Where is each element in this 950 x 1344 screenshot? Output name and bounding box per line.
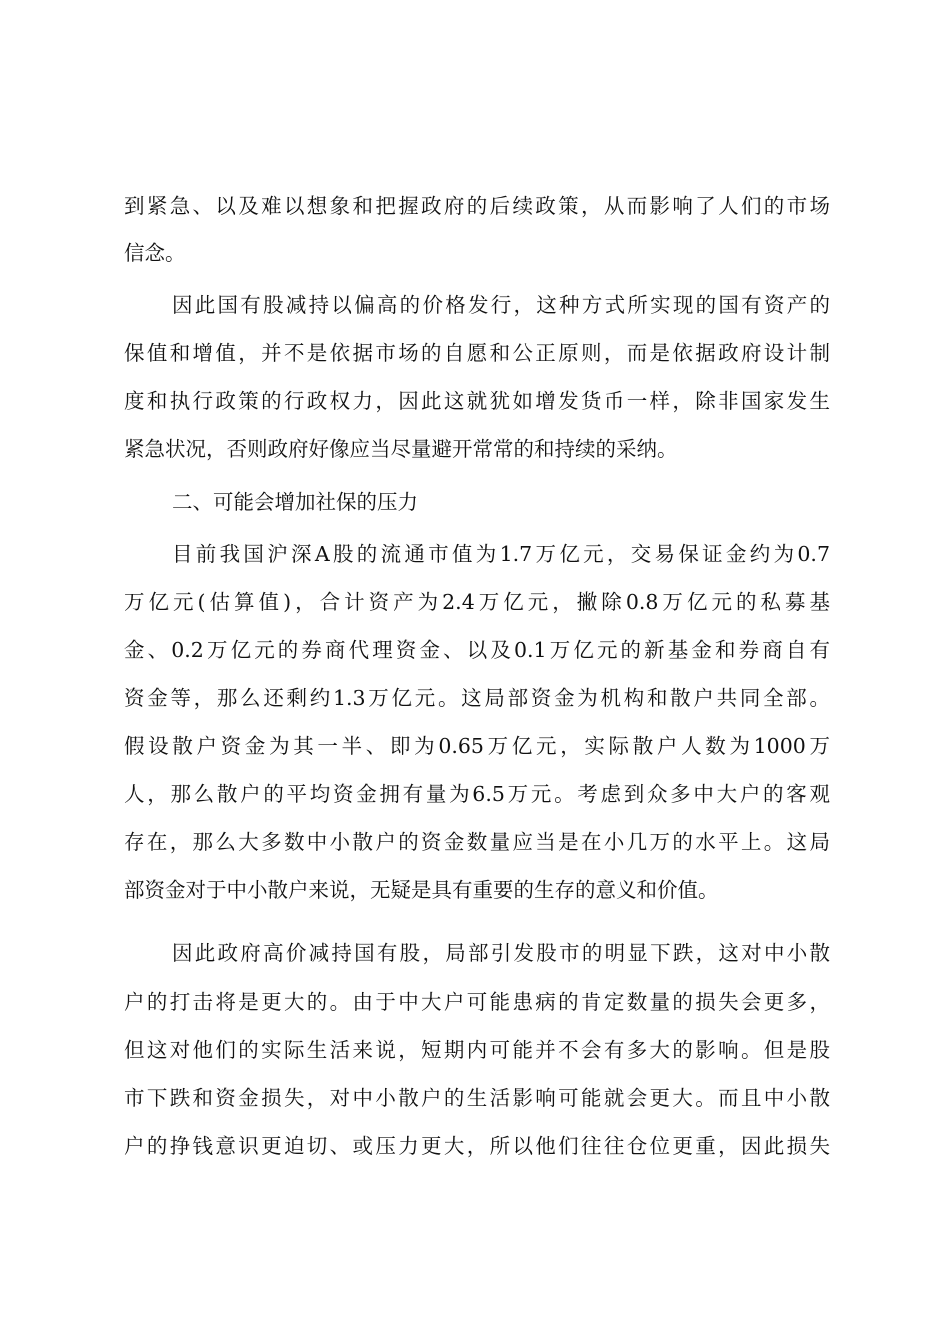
- paragraph-first-line: 因此国有股减持以偏高的价格发行，这种方式所实现的国有资产的: [172, 293, 830, 317]
- text-line: 存在，那么大多数中小散户的资金数量应当是在小几万的水平上。这局: [124, 830, 830, 854]
- text-line: 信念。: [124, 241, 186, 265]
- text-line: 保值和增值，并不是依据市场的自愿和公正原则，而是依据政府设计制: [124, 341, 830, 365]
- text-line: 金、0.2万亿元的券商代理资金、以及0.1万亿元的新基金和券商自有: [124, 638, 830, 662]
- text-line: 户的挣钱意识更迫切、或压力更大，所以他们往往仓位更重，因此损失: [124, 1134, 830, 1158]
- section-heading: 二、可能会增加社保的压力: [172, 490, 418, 514]
- text-line: 部资金对于中小散户来说，无疑是具有重要的生存的意义和价值。: [124, 878, 719, 902]
- text-line: 市下跌和资金损失，对中小散户的生活影响可能就会更大。而且中小散: [124, 1086, 830, 1110]
- text-line: 万亿元(估算值)，合计资产为2.4万亿元，撇除0.8万亿元的私募基: [124, 590, 830, 614]
- text-line: 度和执行政策的行政权力，因此这就犹如增发货币一样，除非国家发生: [124, 389, 830, 413]
- text-line: 户的打击将是更大的。由于中大户可能患病的肯定数量的损失会更多，: [124, 990, 830, 1014]
- paragraph-first-line: 因此政府高价减持国有股，局部引发股市的明显下跌，这对中小散: [172, 941, 830, 965]
- text-line: 但这对他们的实际生活来说，短期内可能并不会有多大的影响。但是股: [124, 1038, 830, 1062]
- paragraph-first-line: 目前我国沪深A股的流通市值为1.7万亿元，交易保证金约为0.7: [172, 542, 830, 566]
- text-line: 人，那么散户的平均资金拥有量为6.5万元。考虑到众多中大户的客观: [124, 782, 830, 806]
- text-line: 假设散户资金为其一半、即为0.65万亿元，实际散户人数为1000万: [124, 734, 830, 758]
- text-line: 资金等，那么还剩约1.3万亿元。这局部资金为机构和散户共同全部。: [124, 686, 830, 710]
- text-line: 到紧急、以及难以想象和把握政府的后续政策，从而影响了人们的市场: [124, 194, 830, 218]
- text-line: 紧急状况，否则政府好像应当尽量避开常常的和持续的采纳。: [124, 437, 678, 461]
